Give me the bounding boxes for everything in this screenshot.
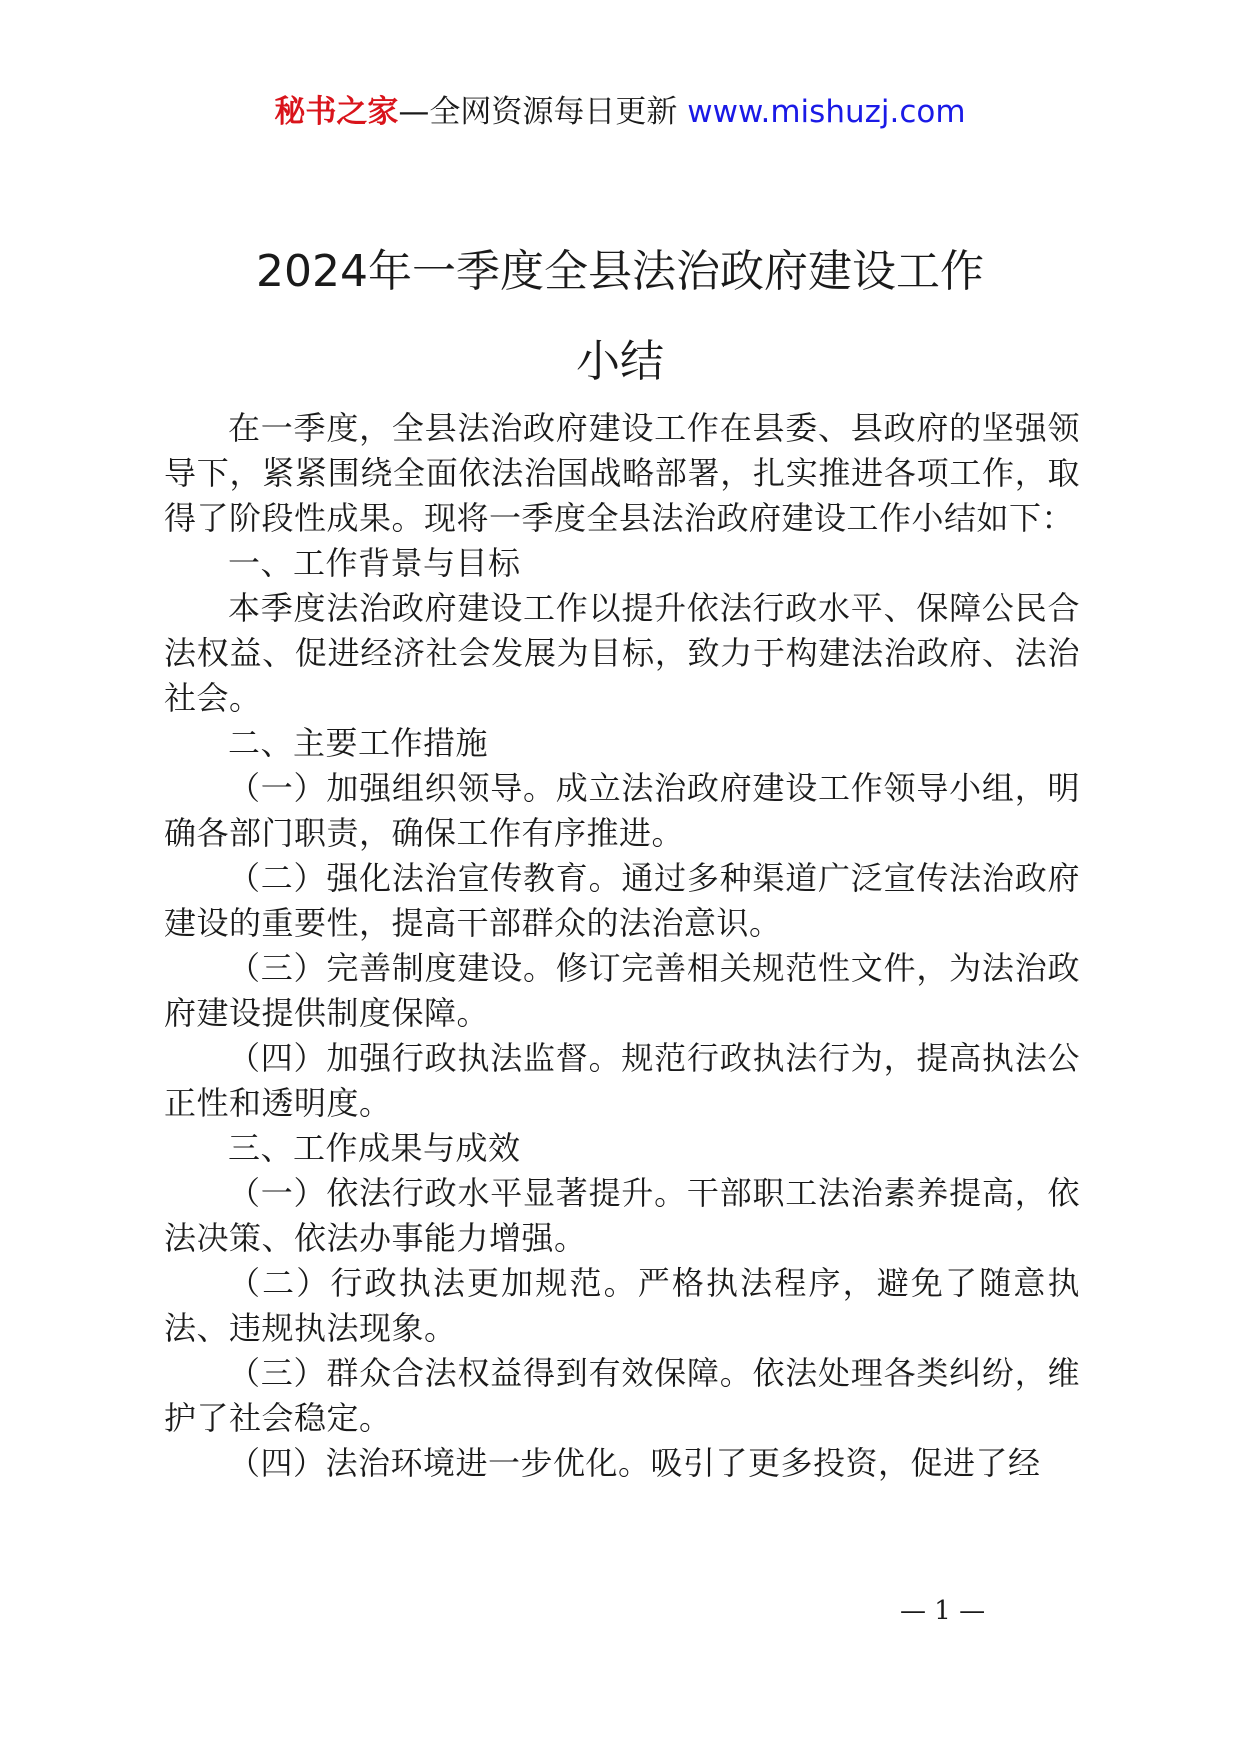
measure-item: （四）加强行政执法监督。规范行政执法行为，提高执法公正性和透明度。 <box>164 1039 1080 1122</box>
site-brand: 秘书之家 <box>274 94 399 130</box>
result-item: （三）群众合法权益得到有效保障。依法处理各类纠纷，维护了社会稳定。 <box>164 1354 1080 1437</box>
document-title-line-1: 2024年一季度全县法治政府建设工作 <box>256 246 984 297</box>
site-url-link[interactable]: www.mishuzj.com <box>687 94 966 130</box>
body-paragraph: 本季度法治政府建设工作以提升依法行政水平、保障公民合法权益、促进经济社会发展为目标，致力于构建法治政府、法治社会。 <box>164 589 1080 717</box>
document-title-line-2: 小结 <box>576 336 664 387</box>
page-number: — 1 — <box>900 1596 986 1626</box>
intro-paragraph: 在一季度，全县法治政府建设工作在县委、县政府的坚强领导下，紧紧围绕全面依法治国战略部署，扎实推进各项工作，取得了阶段性成果。现将一季度全县法治政府建设工作小结如下： <box>164 409 1080 537</box>
site-banner <box>0 92 1240 132</box>
result-item: （二）行政执法更加规范。严格执法程序，避免了随意执法、违规执法现象。 <box>164 1264 1080 1347</box>
section-heading-3: 三、工作成果与成效 <box>228 1129 521 1167</box>
section-heading-2: 二、主要工作措施 <box>228 724 489 762</box>
result-item: （四）法治环境进一步优化。吸引了更多投资，促进了经 <box>228 1444 1041 1482</box>
result-item: （一）依法行政水平显著提升。干部职工法治素养提高，依法决策、依法办事能力增强。 <box>164 1174 1080 1257</box>
document-body <box>164 406 1080 1486</box>
measure-item: （三）完善制度建设。修订完善相关规范性文件，为法治政府建设提供制度保障。 <box>164 949 1080 1032</box>
site-tagline: —全网资源每日更新 <box>398 94 688 130</box>
section-heading-1: 一、工作背景与目标 <box>228 544 521 582</box>
measure-item: （一）加强组织领导。成立法治政府建设工作领导小组，明确各部门职责，确保工作有序推进。 <box>164 769 1080 852</box>
measure-item: （二）强化法治宣传教育。通过多种渠道广泛宣传法治政府建设的重要性，提高干部群众的法治意识。 <box>164 859 1080 942</box>
